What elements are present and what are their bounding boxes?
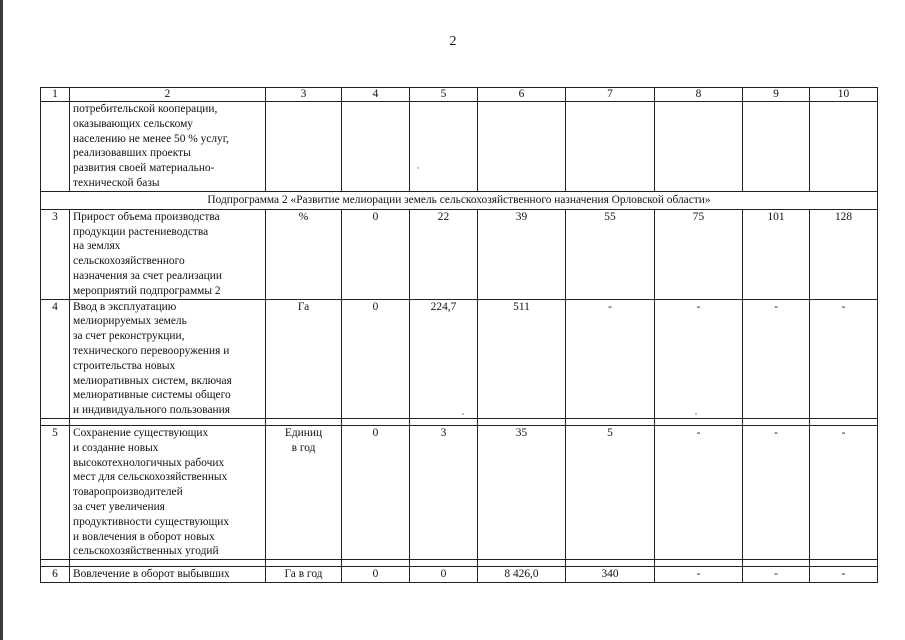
table-row: [41, 209, 878, 299]
unit-cell: Га в год: [266, 567, 342, 583]
row-gap: [41, 560, 878, 567]
empty-cell: [266, 102, 342, 192]
value-cell: 128: [810, 209, 878, 299]
value-cell: -: [743, 567, 810, 583]
indicator-name-cell: Прирост объема производства продукции растениеводства на землях сельскохозяйственного назначения за счет реализации мероприятий подпрограммы 2: [70, 209, 266, 299]
row-number-cell: 6: [41, 567, 70, 583]
value-cell: 0: [342, 299, 410, 418]
value-cell: 340: [566, 567, 655, 583]
indicator-name-cell: Ввод в эксплуатацию мелиорируемых земель за счет реконструкции, технического перевооружения и строительства новых мелиоративных систем, включая мелиоративные системы общего и индивидуального пользования: [70, 299, 266, 418]
row-number-cell: 5: [41, 425, 70, 559]
value-cell: 0: [342, 567, 410, 583]
unit-cell: Единиц в год: [266, 425, 342, 559]
value-cell: 22: [410, 209, 478, 299]
empty-cell: [342, 102, 410, 192]
value-cell: 511: [478, 299, 566, 418]
row-number-cell: 3: [41, 209, 70, 299]
value-cell: 39: [478, 209, 566, 299]
table-row: [41, 567, 878, 583]
value-cell: 75: [655, 209, 743, 299]
value-cell: 5: [566, 425, 655, 559]
value-cell: 0: [342, 209, 410, 299]
value-cell: 101: [743, 209, 810, 299]
table-row: [41, 299, 878, 418]
value-cell: -: [743, 299, 810, 418]
value-cell: 0: [410, 567, 478, 583]
row-number-cell: 4: [41, 299, 70, 418]
value-cell: -: [566, 299, 655, 418]
value-cell: 224,7: [410, 299, 478, 418]
indicators-table: [40, 87, 878, 583]
indicator-name-cell: Сохранение существующих и создание новых высокотехнологичных рабочих мест для сельскохозяйственных товаропроизводителей за счет увеличения продуктивности существующих и вовлечения в оборот новых сельскохозяйственных угодий: [70, 425, 266, 559]
scan-left-edge: [0, 0, 3, 640]
subprogram-title: Подпрограмма 2 «Развитие мелиорации земель сельскохозяйственного назначения Орловской области»: [41, 191, 878, 209]
indicator-name-cell: потребительской кооперации, оказывающих сельскому населению не менее 50 % услуг, реализовавших проекты развития своей материально- технической базы: [70, 102, 266, 192]
value-cell: 8 426,0: [478, 567, 566, 583]
empty-cell: [743, 102, 810, 192]
subprogram-row: [41, 191, 878, 209]
header-cell: 10: [810, 88, 878, 102]
row-gap: [41, 418, 878, 425]
value-cell: -: [810, 567, 878, 583]
table-row: [41, 425, 878, 559]
value-cell: -: [655, 567, 743, 583]
header-cell: 8: [655, 88, 743, 102]
empty-cell: [655, 102, 743, 192]
header-cell: 1: [41, 88, 70, 102]
empty-cell: [566, 102, 655, 192]
value-cell: -: [655, 425, 743, 559]
header-cell: 6: [478, 88, 566, 102]
header-cell: 2: [70, 88, 266, 102]
header-cell: 4: [342, 88, 410, 102]
page-number: 2: [449, 34, 457, 49]
empty-cell: [410, 102, 478, 192]
value-cell: -: [810, 299, 878, 418]
value-cell: 55: [566, 209, 655, 299]
indicator-name-cell: Вовлечение в оборот выбывших: [70, 567, 266, 583]
unit-cell: %: [266, 209, 342, 299]
header-cell: 5: [410, 88, 478, 102]
header-cell: 9: [743, 88, 810, 102]
table-header-row: [41, 88, 878, 102]
value-cell: 3: [410, 425, 478, 559]
empty-cell: [478, 102, 566, 192]
table-row-continuation: [41, 102, 878, 192]
header-cell: 7: [566, 88, 655, 102]
value-cell: -: [810, 425, 878, 559]
header-cell: 3: [266, 88, 342, 102]
value-cell: -: [743, 425, 810, 559]
value-cell: -: [655, 299, 743, 418]
empty-cell: [810, 102, 878, 192]
unit-cell: Га: [266, 299, 342, 418]
value-cell: 0: [342, 425, 410, 559]
row-number-cell: [41, 102, 70, 192]
value-cell: 35: [478, 425, 566, 559]
